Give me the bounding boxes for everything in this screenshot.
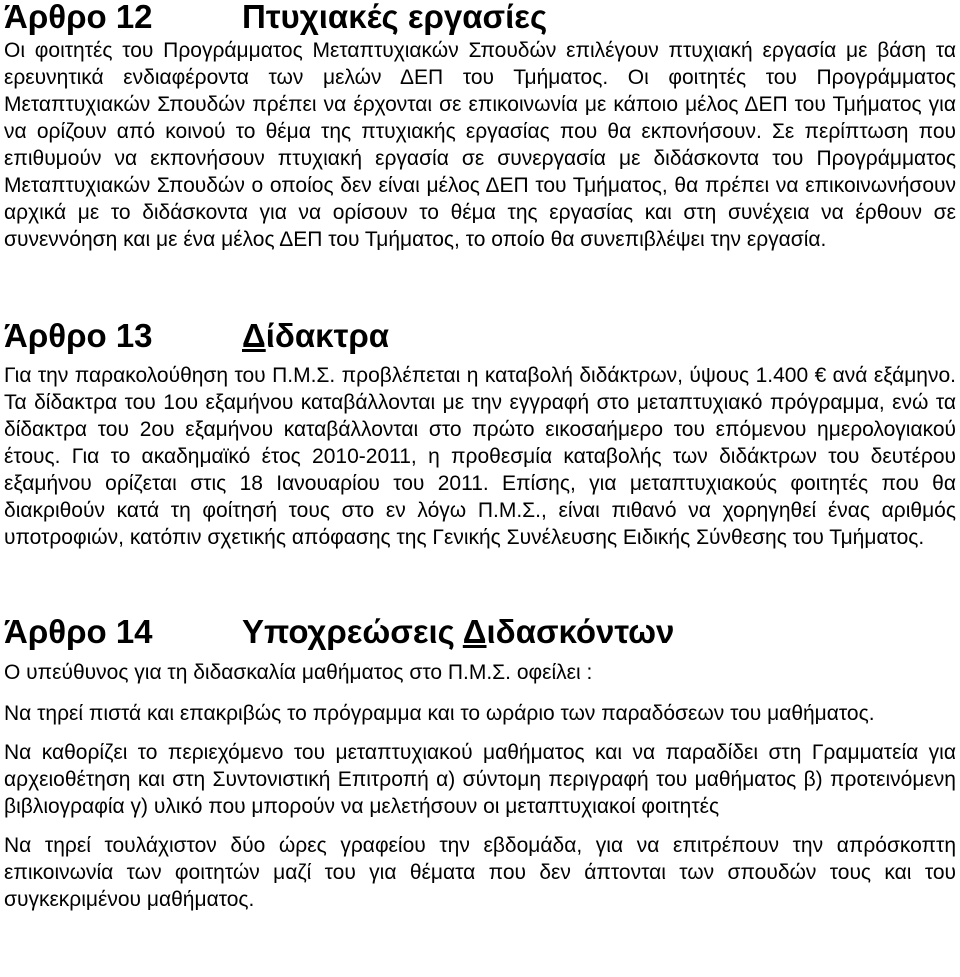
list-item: Να τηρεί τουλάχιστον δύο ώρες γραφείου την εβδομάδα, για να επιτρέπουν την απρόσκοπτη επικοινωνία των φοιτητών μαζί του για θέματα που δεν άπτονται των σπουδών τους και του συγκεκριμένου μαθήματος.: [4, 834, 956, 911]
article-14-heading: [4, 612, 674, 652]
article-12-body: Οι φοιτητές του Προγράμματος Μεταπτυχιακών Σπουδών επιλέγουν πτυχιακή εργασία με βάση τα ερευνητικά ενδιαφέροντα των μελών ΔΕΠ του Τμήματος. Οι φοιτητές του Προγράμματος Μεταπτυχιακών Σπουδών πρέπει να έρχονται σε επικοινωνία με κάποιο μέλος ΔΕΠ του Τμήματος για να ορίζουν από κοινού το θέμα της πτυχιακής εργασίας που θα εκπονήσουν. Σε περίπτωση που επιθυμούν να εκπονήσουν πτυχιακή εργασία σε συνεργασία με διδάσκοντα του Προγράμματος Μεταπτυχιακών Σπουδών ο οποίος δεν είναι μέλος ΔΕΠ του Τμήματος, θα πρέπει να επικοινωνήσουν αρχικά με το διδάσκοντα για να ορίσουν το θέμα της εργασίας και στη συνέχεια να έρθουν σε συνεννόηση και με ένα μέλος ΔΕΠ του Τμήματος, το οποίο θα συνεπιβλέψει την εργασία.: [4, 39, 956, 251]
title-underlined-letter: Δ: [462, 613, 487, 650]
article-12-heading: [4, 0, 547, 37]
article-number: Άρθρο 14: [4, 613, 153, 650]
list-item: Να καθορίζει το περιεχόμενο του μεταπτυχιακού μαθήματος και να παραδίδει στη Γραμματεία για αρχειοθέτηση και στη Συντονιστική Επιτροπή α) σύντομη περιγραφή του μαθήματος β) προτεινόμενη βιβλιογραφία γ) υλικό που μπορούν να μελετήσουν οι μεταπτυχιακοί φοιτητές: [4, 741, 956, 818]
article-14-intro: Ο υπεύθυνος για τη διδασκαλία μαθήματος στο Π.Μ.Σ. οφείλει :: [4, 661, 593, 684]
list-item: Να τηρεί πιστά και επακριβώς το πρόγραμμα και το ωράριο των παραδόσεων του μαθήματος.: [4, 702, 875, 725]
article-title: Πτυχιακές εργασίες: [242, 0, 548, 35]
article-title: Υποχρεώσεις Διδασκόντων: [242, 613, 675, 650]
article-number: Άρθρο 13: [4, 317, 153, 354]
article-number: Άρθρο 12: [4, 0, 153, 35]
article-13-body: Για την παρακολούθηση του Π.Μ.Σ. προβλέπεται η καταβολή διδάκτρων, ύψους 1.400 € ανά εξάμηνο. Τα δίδακτρα του 1ου εξαμήνου καταβάλλονται με την εγγραφή στο μεταπτυχιακό πρόγραμμα, ενώ τα δίδακτρα του 2ου εξαμήνου καταβάλλονται στο πρώτο εικοσαήμερο του επόμενου ημερολογιακού έτους. Για το ακαδημαϊκό έτος 2010-2011, η προθεσμία καταβολής των διδάκτρων του δευτέρου εξαμήνου ορίζεται στις 18 Ιανουαρίου του 2011. Επίσης, για μεταπτυχιακούς φοιτητές που θα διακριθούν κατά τη φοίτησή τους στο εν λόγω Π.Μ.Σ., είναι πιθανό να χορηγηθεί ένας αριθμός υποτροφιών, κατόπιν σχετικής απόφασης της Γενικής Συνέλευσης Ειδικής Σύνθεσης του Τμήματος.: [4, 364, 956, 549]
article-13-heading: [4, 316, 389, 356]
article-title: Δίδακτρα: [242, 317, 390, 354]
obligations-list: [4, 700, 956, 913]
